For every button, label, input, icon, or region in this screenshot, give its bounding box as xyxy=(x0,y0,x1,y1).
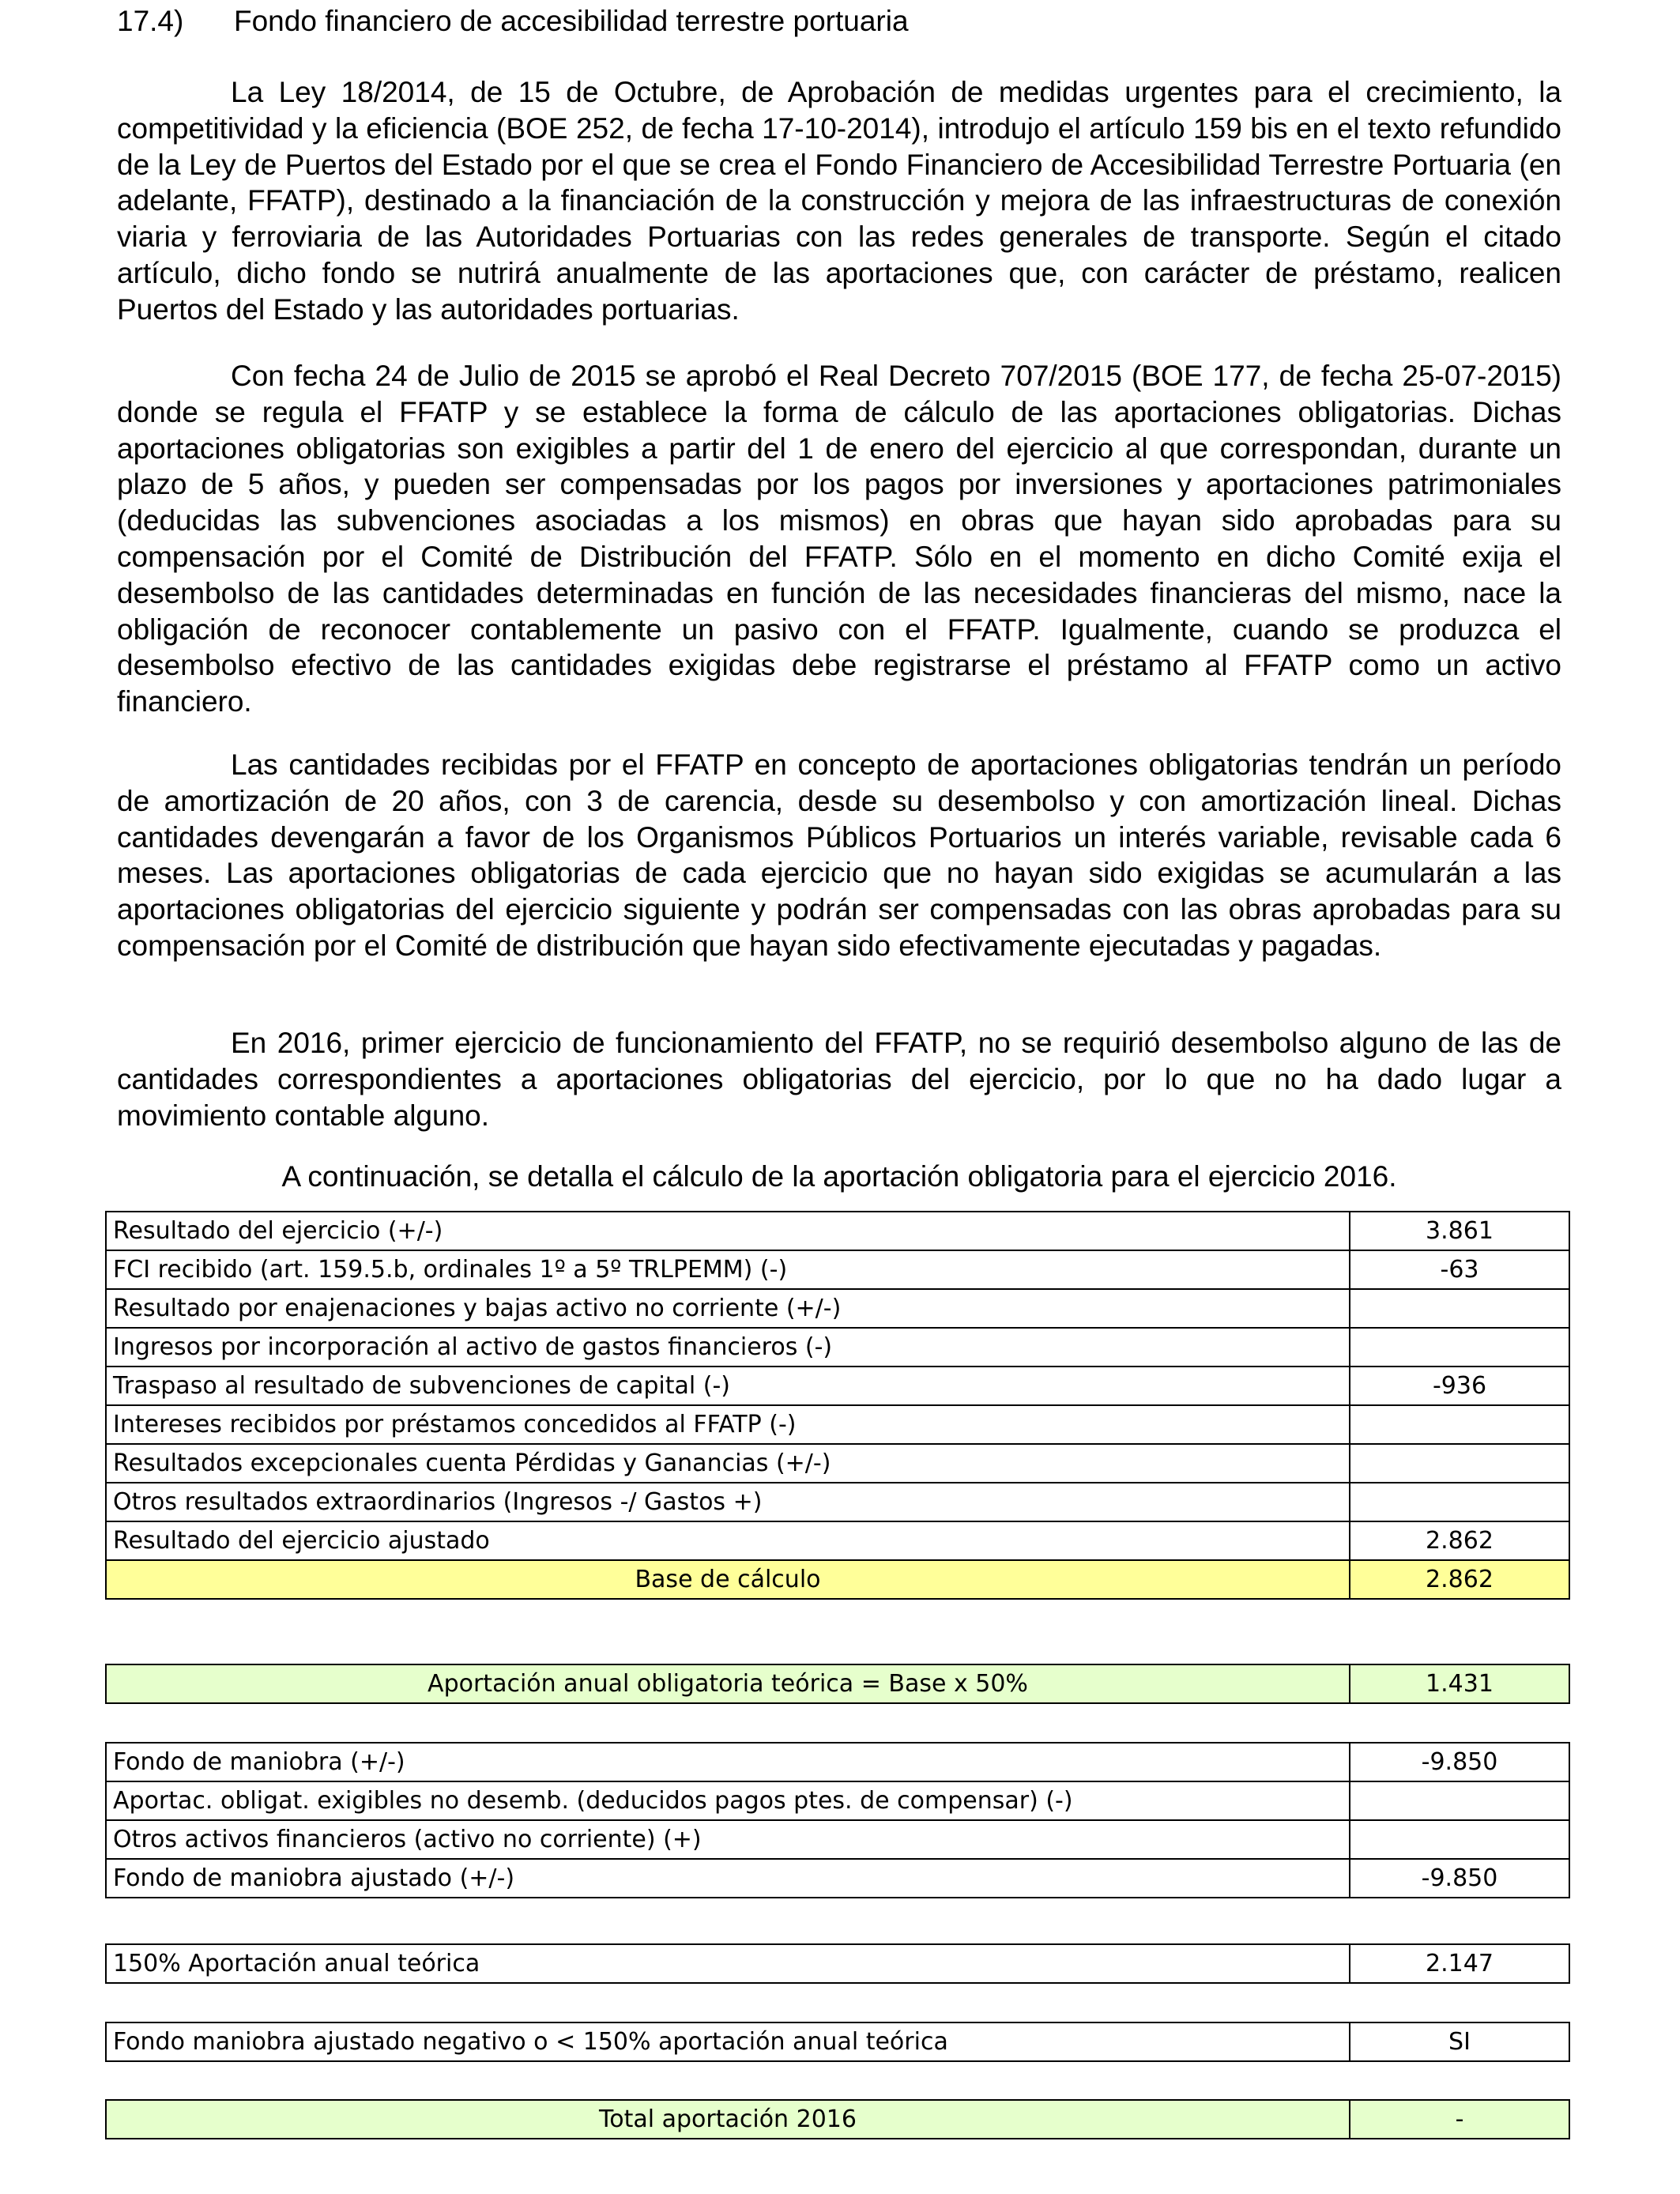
row-label: Fondo de maniobra (+/-) xyxy=(106,1743,1350,1781)
paragraph-amortizacion: Las cantidades recibidas por el FFATP en concepto de aportaciones obligatorias tendrán un período de amortización de 20 años, con 3 de carencia, desde su desembolso y con amortización lineal. Dichas cantidades devengarán a favor de los Organismos Públicos Portuarios un interés variable, revisable cada 6 meses. Las aportaciones obligatorias de cada ejercicio que no hayan sido exigidas se acumularán a las aportaciones obligatorias del ejercicio siguiente y podrán ser compensadas con las obras aprobadas para su compensación por el Comité de distribución que hayan sido efectivamente ejecutadas y pagadas. xyxy=(117,748,1561,962)
total-aportacion-row xyxy=(106,2100,1569,2139)
row-label: Resultado por enajenaciones y bajas activo no corriente (+/-) xyxy=(106,1289,1350,1328)
row-label: Resultados excepcionales cuenta Pérdidas y Ganancias (+/-) xyxy=(106,1444,1350,1483)
table-row xyxy=(106,1212,1569,1250)
aportacion-teorica-label: Aportación anual obligatoria teórica = Base x 50% xyxy=(106,1664,1350,1703)
row-value xyxy=(1350,1328,1569,1367)
section-title: Fondo financiero de accesibilidad terrestre portuaria xyxy=(234,5,909,37)
row-value xyxy=(1350,1289,1569,1328)
row-label: Resultado del ejercicio (+/-) xyxy=(106,1212,1350,1250)
calc-table-total xyxy=(105,2099,1570,2139)
table-row xyxy=(106,1405,1569,1444)
calc-table-condicion xyxy=(105,2022,1570,2062)
table-row xyxy=(106,1367,1569,1405)
row-value: 3.861 xyxy=(1350,1212,1569,1250)
row-label: Traspaso al resultado de subvenciones de capital (-) xyxy=(106,1367,1350,1405)
calc-table-fondo-maniobra xyxy=(105,1742,1570,1898)
row-label: Resultado del ejercicio ajustado xyxy=(106,1521,1350,1560)
row-value: 2.862 xyxy=(1350,1521,1569,1560)
row-label: Intereses recibidos por préstamos concedidos al FFATP (-) xyxy=(106,1405,1350,1444)
row-label: Fondo maniobra ajustado negativo o < 150% aportación anual teórica xyxy=(106,2022,1350,2061)
row-label: FCI recibido (art. 159.5.b, ordinales 1º a 5º TRLPEMM) (-) xyxy=(106,1250,1350,1289)
row-value: -63 xyxy=(1350,1250,1569,1289)
row-value: -9.850 xyxy=(1350,1859,1569,1898)
row-value xyxy=(1350,1405,1569,1444)
aportacion-teorica-row xyxy=(106,1664,1569,1703)
table-row xyxy=(106,1444,1569,1483)
table-row xyxy=(106,1250,1569,1289)
row-value: 2.147 xyxy=(1350,1944,1569,1983)
row-value: -936 xyxy=(1350,1367,1569,1405)
section-number: 17.4) xyxy=(117,5,184,37)
base-calculo-value: 2.862 xyxy=(1350,1560,1569,1599)
row-label: 150% Aportación anual teórica xyxy=(106,1944,1350,1983)
row-label: Ingresos por incorporación al activo de gastos financieros (-) xyxy=(106,1328,1350,1367)
calc-table-resultado xyxy=(105,1211,1570,1600)
row-value xyxy=(1350,1820,1569,1859)
table-row xyxy=(106,1521,1569,1560)
table-row xyxy=(106,1944,1569,1983)
table-row xyxy=(106,1743,1569,1781)
paragraph-ejercicio-2016: En 2016, primer ejercicio de funcionamiento del FFATP, no se requirió desembolso alguno de las de cantidades correspondientes a aportaciones obligatorias del ejercicio, por lo que no ha dado lugar a movimiento contable alguno. xyxy=(117,1027,1561,1132)
calc-table-aportacion xyxy=(105,1664,1570,1704)
row-value: SI xyxy=(1350,2022,1569,2061)
table-intro: A continuación, se detalla el cálculo de la aportación obligatoria para el ejercicio 2016. xyxy=(281,1160,1397,1193)
row-value: -9.850 xyxy=(1350,1743,1569,1781)
table-row xyxy=(106,1859,1569,1898)
row-value xyxy=(1350,1444,1569,1483)
paragraph-real-decreto: Con fecha 24 de Julio de 2015 se aprobó el Real Decreto 707/2015 (BOE 177, de fecha 25-07-2015) donde se regula el FFATP y se establece la forma de cálculo de las aportaciones obligatorias. Dichas aportaciones obligatorias son exigibles a partir del 1 de enero del ejercicio al que correspondan, durante un plazo de 5 años, y pueden ser compensadas por los pagos por inversiones y aportaciones patrimoniales (deducidas las subvenciones asociadas a los mismos) en obras que hayan sido aprobadas para su compensación por el Comité de Distribución del FFATP. Sólo en el momento en dicho Comité exija el desembolso de las cantidades determinadas en función de las necesidades financieras del mismo, nace la obligación de reconocer contablemente un pasivo con el FFATP. Igualmente, cuando se produzca el desembolso efectivo de las cantidades exigidas debe registrarse el préstamo al FFATP como un activo financiero. xyxy=(117,360,1561,718)
paragraph-ley-18-2014: La Ley 18/2014, de 15 de Octubre, de Aprobación de medidas urgentes para el crecimiento, la competitividad y la eficiencia (BOE 252, de fecha 17-10-2014), introdujo el artículo 159 bis en el texto refundido de la Ley de Puertos del Estado por el que se crea el Fondo Financiero de Accesibilidad Terrestre Portuaria (en adelante, FFATP), destinado a la financiación de la construcción y mejora de las infraestructuras de conexión viaria y ferroviaria de las Autoridades Portuarias con las redes generales de transporte. Según el citado artículo, dicho fondo se nutrirá anualmente de las aportaciones que, con carácter de préstamo, realicen Puertos del Estado y las autoridades portuarias. xyxy=(117,76,1561,326)
total-aportacion-value: - xyxy=(1350,2100,1569,2139)
table-row xyxy=(106,2022,1569,2061)
row-value xyxy=(1350,1483,1569,1521)
calc-table-150 xyxy=(105,1943,1570,1984)
row-label: Aportac. obligat. exigibles no desemb. (deducidos pagos ptes. de compensar) (-) xyxy=(106,1781,1350,1820)
total-aportacion-label: Total aportación 2016 xyxy=(106,2100,1350,2139)
table-row xyxy=(106,1328,1569,1367)
aportacion-teorica-value: 1.431 xyxy=(1350,1664,1569,1703)
table-row xyxy=(106,1483,1569,1521)
row-label: Fondo de maniobra ajustado (+/-) xyxy=(106,1859,1350,1898)
base-calculo-label: Base de cálculo xyxy=(106,1560,1350,1599)
row-label: Otros activos financieros (activo no corriente) (+) xyxy=(106,1820,1350,1859)
section-heading xyxy=(117,3,909,40)
table-row xyxy=(106,1820,1569,1859)
row-value xyxy=(1350,1781,1569,1820)
table-row xyxy=(106,1781,1569,1820)
table-row xyxy=(106,1289,1569,1328)
row-label: Otros resultados extraordinarios (Ingresos -/ Gastos +) xyxy=(106,1483,1350,1521)
base-calculo-row xyxy=(106,1560,1569,1599)
